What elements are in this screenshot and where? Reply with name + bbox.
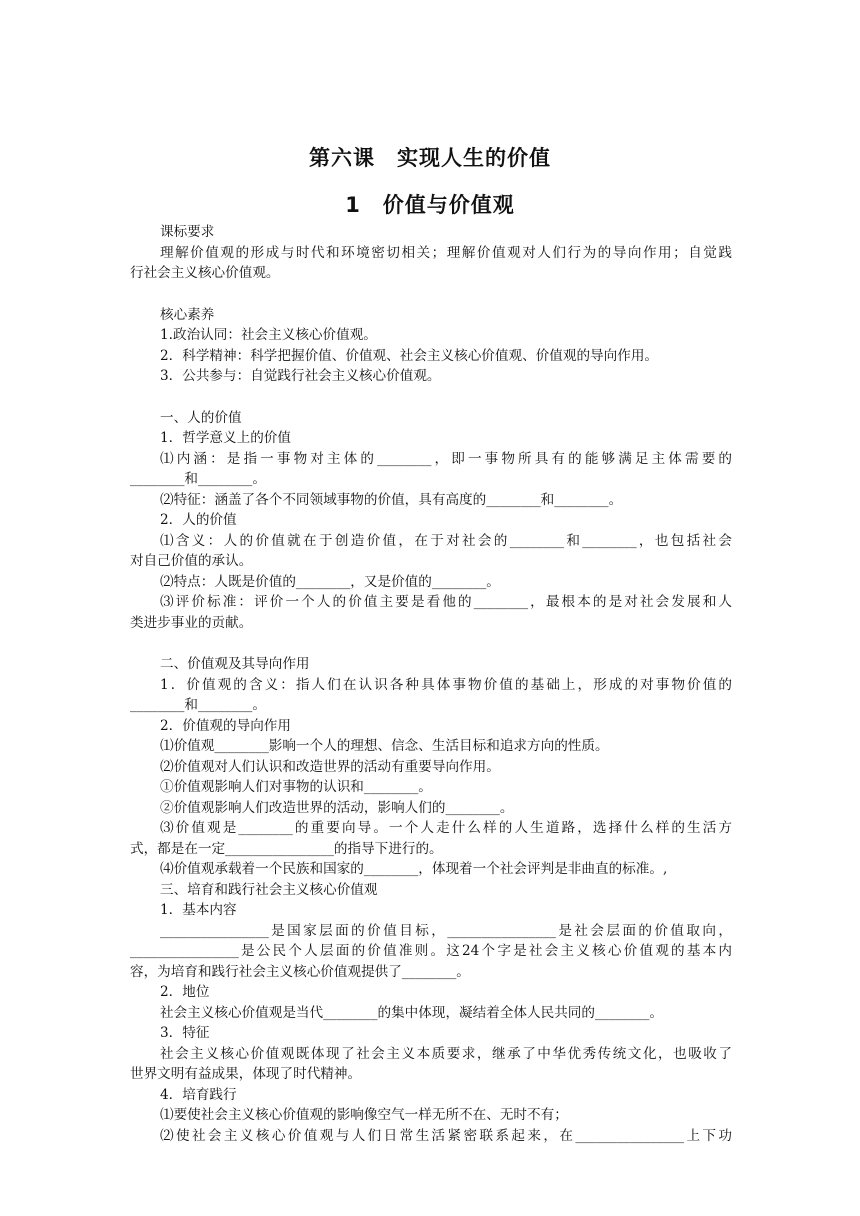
text-line: 三、培育和践行社会主义核心价值观 [160, 881, 378, 898]
text-line: ⑴要使社会主义核心价值观的影响像空气一样无所不在、无时不有； [160, 1107, 568, 1123]
text-line: 3．公共参与：自觉践行社会主义核心价值观。 [160, 368, 441, 384]
text-line: 1．基本内容 [160, 902, 237, 918]
text-line: 行社会主义核心价值观。 [130, 265, 280, 281]
text-line: 一、人的价值 [160, 409, 242, 426]
text-line: ②价值观影响人们改造世界的活动，影响人们的________。 [160, 799, 514, 816]
text-line: ⑶价值观是________的重要向导。一个人走什么样的人生道路，选择什么样的生活方 [160, 820, 732, 836]
text-line: ⑵价值观对人们认识和改造世界的活动有重要导向作用。 [160, 758, 500, 775]
text-line: 式，都是在一定________________的指导下进行的。 [130, 840, 443, 857]
text-line: ⑴价值观________影响一个人的理想、信念、生活目标和追求方向的性质。 [160, 738, 609, 754]
section-title: 1 价值与价值观 [345, 193, 515, 217]
text-line: 核心素养 [160, 306, 215, 323]
text-line: 1．哲学意义上的价值 [160, 430, 291, 446]
lesson-title: 第六课 实现人生的价值 [309, 146, 551, 170]
text-line: ①价值观影响人们对事物的认识和________。 [160, 779, 432, 795]
document-body [130, 222, 732, 1146]
text-line: 世界文明有益成果，体现了时代精神。 [130, 1066, 362, 1082]
text-line: 容，为培育和践行社会主义核心价值观提供了________。 [130, 963, 470, 980]
text-line: 3．特征 [160, 1025, 210, 1041]
text-line: 二、价值观及其导向作用 [160, 656, 310, 672]
text-line: ⑴内涵：是指一事物对主体的________，即一事物所具有的能够满足主体需要的 [160, 450, 732, 467]
text-line: ________________是公民个人层面的价值准则。这24个字是社会主义核心价值观的基本内 [130, 943, 732, 959]
text-line: 社会主义核心价值观既体现了社会主义本质要求，继承了中华优秀传统文化，也吸收了 [160, 1045, 732, 1062]
text-line: ⑵特点：人既是价值的________，又是价值的________。 [160, 573, 500, 590]
text-line: ________________是国家层面的价值目标，________________是社会层面的价值取向， [160, 922, 732, 939]
text-line: 2．地位 [160, 984, 210, 1000]
text-line: 类进步事业的贡献。 [130, 614, 253, 631]
text-line: 1．价值观的含义：指人们在认识各种具体事物价值的基础上，形成的对事物价值的 [160, 676, 732, 693]
text-line: 2．人的价值 [160, 512, 237, 528]
text-line: ⑴含义：人的价值就在于创造价值，在于对社会的________和________，也包括社会 [160, 532, 732, 549]
text-line: ⑷价值观承载着一个民族和国家的________，体现着一个社会评判是非曲直的标准。, [160, 861, 668, 877]
text-line: 2．科学精神：科学把握价值、价值观、社会主义核心价值观、价值观的导向作用。 [160, 347, 659, 364]
blank-line [130, 387, 732, 408]
text-line: 1.政治认同：社会主义核心价值观。 [160, 327, 377, 343]
text-line: 2．价值观的导向作用 [160, 717, 291, 734]
text-line: ⑵特征：涵盖了各个不同领域事物的价值，具有高度的________和________。 [160, 491, 623, 508]
text-line: ⑶评价标准：评价一个人的价值主要是看他的________，最根本的是对社会发展和人 [160, 594, 732, 610]
text-line: 社会主义核心价值观是当代________的集中体现，凝结着全体人民共同的________。 [160, 1004, 663, 1021]
blank-line [130, 633, 732, 654]
text-line: ________和________。 [130, 697, 266, 713]
text-line: 课标要求 [160, 224, 215, 240]
blank-line [130, 284, 732, 305]
text-line: ⑵使社会主义核心价值观与人们日常生活紧密联系起来，在________________上下功 [160, 1127, 732, 1144]
text-line: ________和________。 [130, 471, 266, 487]
text-line: 4．培育践行 [160, 1086, 237, 1103]
text-line: 对自己价值的承认。 [130, 553, 253, 569]
text-line: 理解价值观的形成与时代和环境密切相关；理解价值观对人们行为的导向作用；自觉践 [160, 244, 732, 261]
